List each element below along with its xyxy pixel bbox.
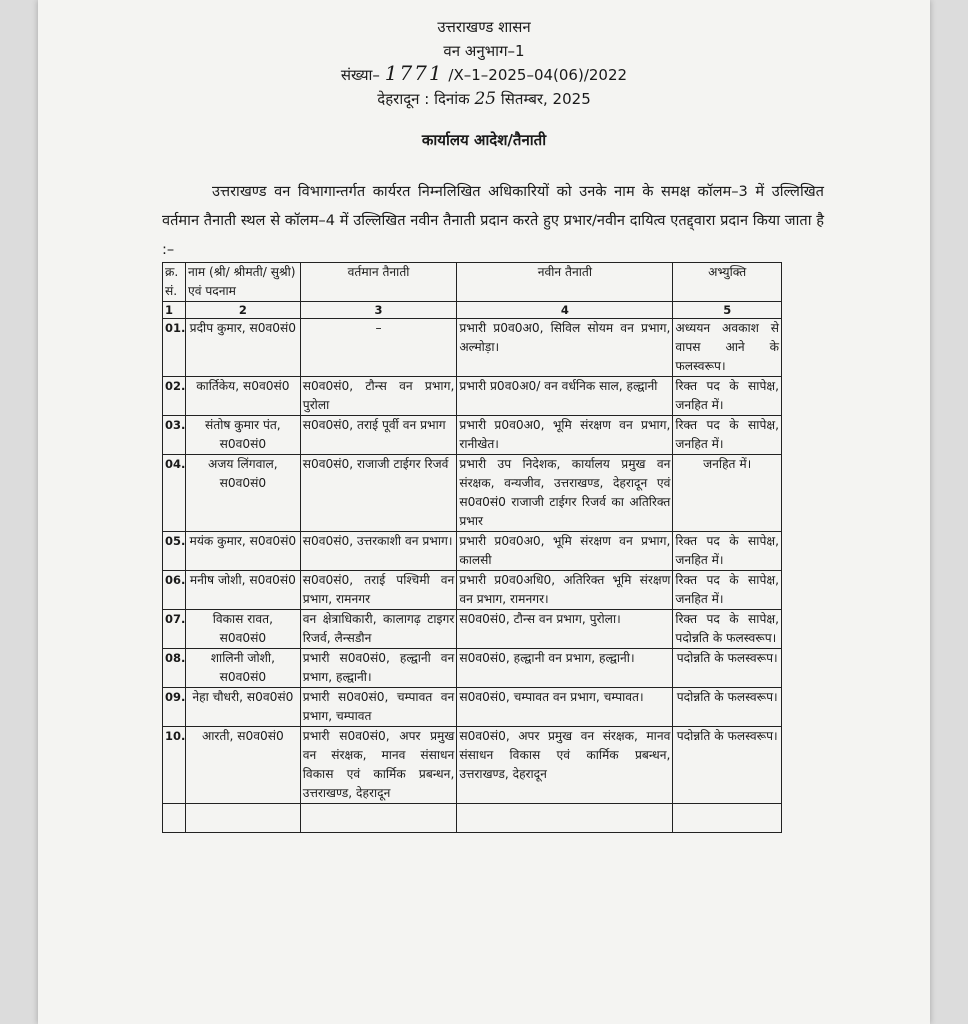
order-number-prefix: संख्या– [340, 66, 380, 84]
order-paragraph: उत्तराखण्ड वन विभागान्तर्गत कार्यरत निम्नलिखित अधिकारियों को उनके नाम के समक्ष कॉलम–3 में उल्लिखित वर्तमान तैनाती स्थल से कॉलम–4 में उल्लिखित नवीन तैनाती प्रदान करते हुए प्रभार/नवीन दायित्व एतद्द्वारा प्रदान किया जाता है :– [162, 183, 824, 258]
header-new-posting: नवीन तैनाती [457, 263, 673, 302]
table-row [163, 610, 782, 649]
officer-name: नेहा चौधरी, स0व0सं0 [185, 688, 300, 727]
new-posting: प्रभारी प्र0व0अ0/ वन वर्धनिक साल, हल्द्वानी [457, 377, 673, 416]
new-posting: प्रभारी प्र0व0अ0, सिविल सोयम वन प्रभाग, अल्मोड़ा। [457, 319, 673, 377]
remark: पदोन्नति के फलस्वरूप। [673, 727, 782, 804]
current-posting: स0व0सं0, टौन्स वन प्रभाग, पुरोला [300, 377, 457, 416]
new-posting: प्रभारी प्र0व0अ0, भूमि संरक्षण वन प्रभाग, रानीखेत। [457, 416, 673, 455]
column-number: 1 [163, 302, 186, 319]
officer-name: अजय लिंगवाल, स0व0सं0 [185, 455, 300, 532]
officer-name: आरती, स0व0सं0 [185, 727, 300, 804]
row-serial: 02. [163, 377, 186, 416]
column-number: 2 [185, 302, 300, 319]
row-serial: 01. [163, 319, 186, 377]
current-posting: प्रभारी स0व0सं0, चम्पावत वन प्रभाग, चम्पावत [300, 688, 457, 727]
header-name: नाम (श्री/ श्रीमती/ सुश्री) एवं पदनाम [185, 263, 300, 302]
header-serial: क्र. सं. [163, 263, 186, 302]
table-row [163, 319, 782, 377]
department-section: वन अनुभाग–1 [443, 42, 525, 60]
current-posting: स0व0सं0, तराई पूर्वी वन प्रभाग [300, 416, 457, 455]
table-row [163, 649, 782, 688]
order-number-handwritten: 1771 [384, 61, 444, 85]
row-serial: 10. [163, 727, 186, 804]
empty-cell [300, 804, 457, 833]
current-posting: स0व0सं0, राजाजी टाईगर रिजर्व [300, 455, 457, 532]
table-row [163, 727, 782, 804]
new-posting: स0व0सं0, अपर प्रमुख वन संरक्षक, मानव संसाधन विकास एवं कार्मिक प्रबन्धन, उत्तराखण्ड, देहरादून [457, 727, 673, 804]
row-serial: 06. [163, 571, 186, 610]
empty-cell [163, 804, 186, 833]
order-number [38, 62, 930, 86]
header-remarks: अभ्युक्ति [673, 263, 782, 302]
column-number: 3 [300, 302, 457, 319]
row-serial: 03. [163, 416, 186, 455]
table-row [163, 532, 782, 571]
officer-name: विकास रावत, स0व0सं0 [185, 610, 300, 649]
table-row [163, 377, 782, 416]
remark: पदोन्नति के फलस्वरूप। [673, 649, 782, 688]
row-serial: 08. [163, 649, 186, 688]
officer-name: मनीष जोशी, स0व0सं0 [185, 571, 300, 610]
officer-name: संतोष कुमार पंत, स0व0सं0 [185, 416, 300, 455]
remark: रिक्त पद के सापेक्ष, जनहित में। [673, 532, 782, 571]
empty-cell [673, 804, 782, 833]
order-date-prefix: देहरादून : दिनांक [377, 90, 470, 108]
order-date-handwritten: 25 [474, 89, 497, 109]
remark: रिक्त पद के सापेक्ष, जनहित में। [673, 416, 782, 455]
order-subject: कार्यालय आदेश/तैनाती [421, 131, 547, 149]
remark: रिक्त पद के सापेक्ष, पदोन्नति के फलस्वरूप। [673, 610, 782, 649]
current-posting: – [300, 319, 457, 377]
table-row [163, 571, 782, 610]
remark: अध्ययन अवकाश से वापस आने के फलस्वरूप। [673, 319, 782, 377]
new-posting: प्रभारी उप निदेशक, कार्यालय प्रमुख वन संरक्षक, वन्यजीव, उत्तराखण्ड, देहरादून एवं स0व0सं0 राजाजी टाईगर रिजर्व का अतिरिक्त प्रभार [457, 455, 673, 532]
remark: रिक्त पद के सापेक्ष, जनहित में। [673, 377, 782, 416]
order-number-suffix: /X–1–2025–04(06)/2022 [448, 66, 628, 84]
row-serial: 05. [163, 532, 186, 571]
remark: जनहित में। [673, 455, 782, 532]
table-row [163, 688, 782, 727]
remark: रिक्त पद के सापेक्ष, जनहित में। [673, 571, 782, 610]
header-current-posting: वर्तमान तैनाती [300, 263, 457, 302]
current-posting: स0व0सं0, उत्तरकाशी वन प्रभाग। [300, 532, 457, 571]
posting-table [162, 262, 782, 833]
row-serial: 07. [163, 610, 186, 649]
current-posting: स0व0सं0, तराई पश्चिमी वन प्रभाग, रामनगर [300, 571, 457, 610]
order-date-suffix: सितम्बर, 2025 [500, 90, 591, 108]
table-header-row [163, 263, 782, 302]
current-posting: प्रभारी स0व0सं0, हल्द्वानी वन प्रभाग, हल्द्वानी। [300, 649, 457, 688]
order-date [38, 88, 930, 110]
officer-name: शालिनी जोशी, स0व0सं0 [185, 649, 300, 688]
officer-name: कार्तिकेय, स0व0सं0 [185, 377, 300, 416]
new-posting: प्रभारी प्र0व0अ0, भूमि संरक्षण वन प्रभाग, कालसी [457, 532, 673, 571]
new-posting: स0व0सं0, टौन्स वन प्रभाग, पुरोला। [457, 610, 673, 649]
current-posting: वन क्षेत्राधिकारी, कालागढ़ टाइगर रिजर्व, लैन्सडौन [300, 610, 457, 649]
government-name: उत्तराखण्ड शासन [437, 18, 531, 36]
empty-cell [457, 804, 673, 833]
table-row [163, 455, 782, 532]
column-number: 4 [457, 302, 673, 319]
row-serial: 04. [163, 455, 186, 532]
current-posting: प्रभारी स0व0सं0, अपर प्रमुख वन संरक्षक, मानव संसाधन विकास एवं कार्मिक प्रबन्धन, उत्तराखण्ड, देहरादून [300, 727, 457, 804]
table-row-empty [163, 804, 782, 833]
officer-name: प्रदीप कुमार, स0व0सं0 [185, 319, 300, 377]
remark: पदोन्नति के फलस्वरूप। [673, 688, 782, 727]
row-serial: 09. [163, 688, 186, 727]
new-posting: स0व0सं0, हल्द्वानी वन प्रभाग, हल्द्वानी। [457, 649, 673, 688]
new-posting: स0व0सं0, चम्पावत वन प्रभाग, चम्पावत। [457, 688, 673, 727]
officer-name: मयंक कुमार, स0व0सं0 [185, 532, 300, 571]
new-posting: प्रभारी प्र0व0अधि0, अतिरिक्त भूमि संरक्षण वन प्रभाग, रामनगर। [457, 571, 673, 610]
column-number-row [163, 302, 782, 319]
document-page [38, 0, 930, 1024]
column-number: 5 [673, 302, 782, 319]
empty-cell [185, 804, 300, 833]
table-row [163, 416, 782, 455]
